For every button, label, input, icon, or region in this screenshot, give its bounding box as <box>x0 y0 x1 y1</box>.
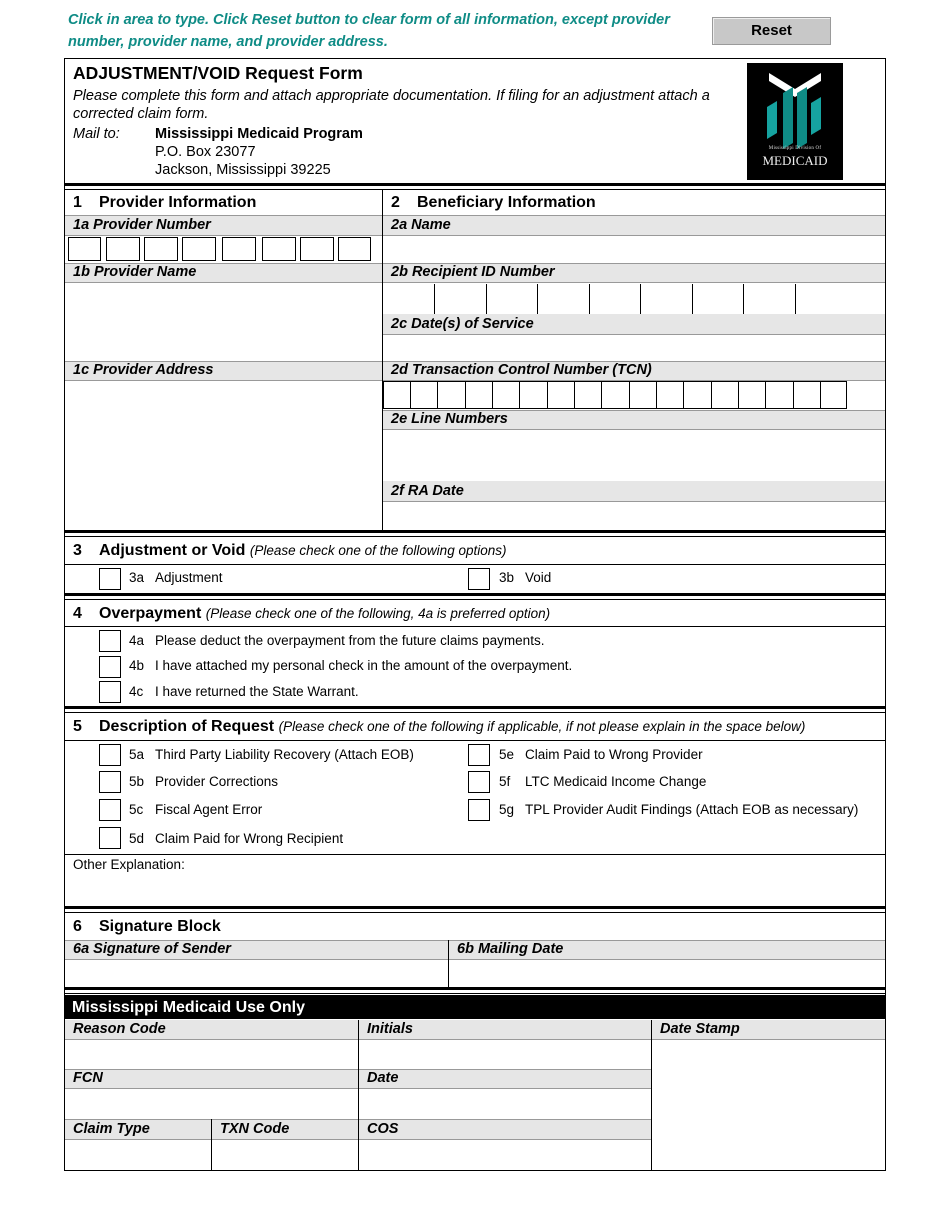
dates-of-service-label: 2c Date(s) of Service <box>391 316 534 332</box>
mail-address-line2: Jackson, Mississippi 39225 <box>155 162 331 178</box>
overpayment-4a-checkbox[interactable] <box>99 630 121 652</box>
reset-button[interactable]: Reset <box>712 17 831 45</box>
request-5f-label: LTC Medicaid Income Change <box>525 774 707 789</box>
section2-number: 2 <box>391 194 400 211</box>
overpayment-4a-label: Please deduct the overpayment from the future claims payments. <box>155 633 545 648</box>
tcn-digit-divider <box>601 382 602 408</box>
section-divider <box>64 906 886 909</box>
overpayment-4b-code: 4b <box>129 658 145 673</box>
office-column-divider <box>358 1069 359 1089</box>
section4-title-line <box>99 605 550 623</box>
reason-code-label: Reason Code <box>73 1021 166 1037</box>
cos-label: COS <box>367 1121 399 1137</box>
recipient-id-digit-divider <box>486 284 487 314</box>
tcn-digit-divider <box>656 382 657 408</box>
recipient-id-digit-divider <box>537 284 538 314</box>
request-5c-checkbox[interactable] <box>99 799 121 821</box>
section-divider <box>64 183 886 186</box>
office-use-header-bg <box>65 1020 885 1040</box>
row-divider <box>64 854 886 855</box>
section-divider <box>64 530 886 533</box>
request-5f-code: 5f <box>499 774 511 789</box>
section1-number: 1 <box>73 194 82 211</box>
provider-number-digit[interactable] <box>182 237 216 261</box>
request-5f-checkbox[interactable] <box>468 771 490 793</box>
signature-column-divider <box>448 940 449 988</box>
instructions-text: Click in area to type. Click Reset button to clear form of all information, except provider number, provider name, and provider address. <box>68 12 670 50</box>
section6-title: Signature Block <box>99 918 221 935</box>
office-use-title: Mississippi Medicaid Use Only <box>64 995 886 1019</box>
recipient-id-label: 2b Recipient ID Number <box>391 264 555 280</box>
mail-recipient-name: Mississippi Medicaid Program <box>155 126 363 142</box>
tcn-digit-divider <box>547 382 548 408</box>
tcn-digit-divider <box>574 382 575 408</box>
tcn-label: 2d Transaction Control Number (TCN) <box>391 362 652 378</box>
section5-note: (Please check one of the following if applicable, if not please explain in the space below) <box>278 719 806 734</box>
section-divider <box>64 987 886 990</box>
column-divider <box>382 189 383 531</box>
tcn-digit-divider <box>683 382 684 408</box>
overpayment-4b-label: I have attached my personal check in the amount of the overpayment. <box>155 658 573 673</box>
provider-address-field[interactable] <box>66 382 381 530</box>
beneficiary-name-field[interactable] <box>384 237 884 262</box>
provider-number-digit[interactable] <box>262 237 296 261</box>
overpayment-4b-checkbox[interactable] <box>99 656 121 678</box>
section5-number: 5 <box>73 718 82 735</box>
request-5e-code: 5e <box>499 747 515 762</box>
provider-number-digit[interactable] <box>338 237 371 261</box>
other-explanation-label: Other Explanation: <box>73 857 185 872</box>
tcn-digit-divider <box>629 382 630 408</box>
row-divider <box>64 626 886 627</box>
section5-title: Description of Request <box>99 718 275 735</box>
office-column-divider <box>651 1020 652 1040</box>
tcn-digit-divider <box>820 382 821 408</box>
request-5a-label: Third Party Liability Recovery (Attach EOB) <box>155 747 414 762</box>
section-divider <box>64 706 886 709</box>
section-divider-thin <box>64 599 886 600</box>
provider-number-boxes[interactable] <box>68 237 371 263</box>
request-5a-code: 5a <box>129 747 145 762</box>
date-stamp-label: Date Stamp <box>660 1021 740 1037</box>
adjustment-checkbox[interactable] <box>99 568 121 590</box>
request-5g-label: TPL Provider Audit Findings (Attach EOB as necessary) <box>525 802 859 817</box>
section4-title: Overpayment <box>99 605 202 622</box>
form-title: ADJUSTMENT/VOID Request Form <box>73 63 363 83</box>
section-divider-thin <box>64 993 886 994</box>
signature-label: 6a Signature of Sender <box>73 941 231 957</box>
request-5b-label: Provider Corrections <box>155 774 279 789</box>
office-column-divider <box>358 1119 359 1140</box>
provider-number-digit[interactable] <box>144 237 178 261</box>
overpayment-4c-checkbox[interactable] <box>99 681 121 703</box>
logo-medicaid-caption: MEDICAID <box>762 153 828 168</box>
row-divider <box>64 740 886 741</box>
recipient-id-digit-divider <box>743 284 744 314</box>
section-divider-thin <box>64 712 886 713</box>
recipient-id-digit-divider <box>589 284 590 314</box>
request-5e-label: Claim Paid to Wrong Provider <box>525 747 703 762</box>
line-numbers-label: 2e Line Numbers <box>391 411 508 427</box>
section4-number: 4 <box>73 605 82 622</box>
void-option-label: Void <box>525 570 552 585</box>
recipient-id-digit-divider <box>640 284 641 314</box>
ra-date-label: 2f RA Date <box>391 483 464 499</box>
section3-title: Adjustment or Void <box>99 542 246 559</box>
adjustment-option-label: Adjustment <box>155 570 223 585</box>
section4-note: (Please check one of the following, 4a is preferred option) <box>205 606 551 621</box>
section-divider-thin <box>64 912 886 913</box>
tcn-digit-divider <box>437 382 438 408</box>
section6-number: 6 <box>73 918 82 935</box>
row-divider <box>64 564 886 565</box>
request-5c-code: 5c <box>129 802 144 817</box>
recipient-id-boxes[interactable] <box>383 284 885 314</box>
tcn-digit-divider <box>519 382 520 408</box>
date-label: Date <box>367 1070 399 1086</box>
office-column-divider <box>211 1119 212 1140</box>
tcn-digit-divider <box>738 382 739 408</box>
provider-number-label: 1a Provider Number <box>73 217 211 233</box>
section1-title: Provider Information <box>99 194 257 211</box>
request-5a-checkbox[interactable] <box>99 744 121 766</box>
section3-note: (Please check one of the following options) <box>249 543 507 558</box>
dates-of-service-field[interactable] <box>384 336 884 360</box>
txn-code-label: TXN Code <box>220 1121 290 1137</box>
section-divider-thin <box>64 189 886 190</box>
line-numbers-field[interactable] <box>384 431 884 481</box>
provider-number-digit[interactable] <box>222 237 256 261</box>
claim-type-label: Claim Type <box>73 1121 150 1137</box>
request-5b-checkbox[interactable] <box>99 771 121 793</box>
section5-title-line <box>99 718 805 736</box>
fcn-label: FCN <box>73 1070 103 1086</box>
section3-number: 3 <box>73 542 82 559</box>
overpayment-4a-code: 4a <box>129 633 145 648</box>
provider-name-field[interactable] <box>66 284 381 360</box>
mail-address-line1: P.O. Box 23077 <box>155 144 256 160</box>
tcn-digit-divider <box>793 382 794 408</box>
overpayment-4c-label: I have returned the State Warrant. <box>155 684 359 699</box>
tcn-boxes[interactable] <box>383 381 847 409</box>
request-5e-checkbox[interactable] <box>468 744 490 766</box>
provider-name-label: 1b Provider Name <box>73 264 197 280</box>
tcn-digit-divider <box>711 382 712 408</box>
other-explanation-field[interactable] <box>66 874 884 906</box>
void-checkbox[interactable] <box>468 568 490 590</box>
ra-date-field[interactable] <box>384 503 884 530</box>
adjustment-option-code: 3a <box>129 570 145 585</box>
overpayment-4c-code: 4c <box>129 684 144 699</box>
recipient-id-digit-divider <box>434 284 435 314</box>
mailing-date-field[interactable] <box>450 961 884 987</box>
office-column-divider <box>651 1020 652 1170</box>
request-5g-checkbox[interactable] <box>468 799 490 821</box>
office-column-divider <box>358 1020 359 1040</box>
request-5g-code: 5g <box>499 802 515 817</box>
request-5d-code: 5d <box>129 831 145 846</box>
tcn-digit-divider <box>492 382 493 408</box>
request-5d-checkbox[interactable] <box>99 827 121 849</box>
provider-number-digit[interactable] <box>300 237 334 261</box>
section-divider <box>64 593 886 596</box>
provider-address-label: 1c Provider Address <box>73 362 214 378</box>
recipient-id-digit-divider <box>795 284 796 314</box>
section2-title: Beneficiary Information <box>417 194 596 211</box>
mailing-date-label: 6b Mailing Date <box>457 941 564 957</box>
beneficiary-name-header-bg <box>383 215 885 236</box>
office-column-divider <box>358 1020 359 1170</box>
tcn-digit-divider <box>465 382 466 408</box>
request-5d-label: Claim Paid for Wrong Recipient <box>155 831 344 846</box>
beneficiary-name-label: 2a Name <box>391 217 451 233</box>
logo-small-caption: Mississippi Division Of <box>768 146 822 151</box>
section-divider-thin <box>64 536 886 537</box>
form-intro: Please complete this form and attach appropriate documentation. If filing for an adjustment attach a corrected claim form. <box>73 88 710 122</box>
tcn-digit-divider <box>765 382 766 408</box>
signature-field[interactable] <box>66 961 447 987</box>
initials-label: Initials <box>367 1021 413 1037</box>
provider-number-digit[interactable] <box>106 237 140 261</box>
section3-title-line <box>99 542 506 560</box>
mail-to-label: Mail to: <box>73 126 120 142</box>
recipient-id-digit-divider <box>692 284 693 314</box>
provider-number-digit[interactable] <box>68 237 101 261</box>
void-option-code: 3b <box>499 570 515 585</box>
tcn-digit-divider <box>410 382 411 408</box>
request-5c-label: Fiscal Agent Error <box>155 802 263 817</box>
request-5b-code: 5b <box>129 774 145 789</box>
